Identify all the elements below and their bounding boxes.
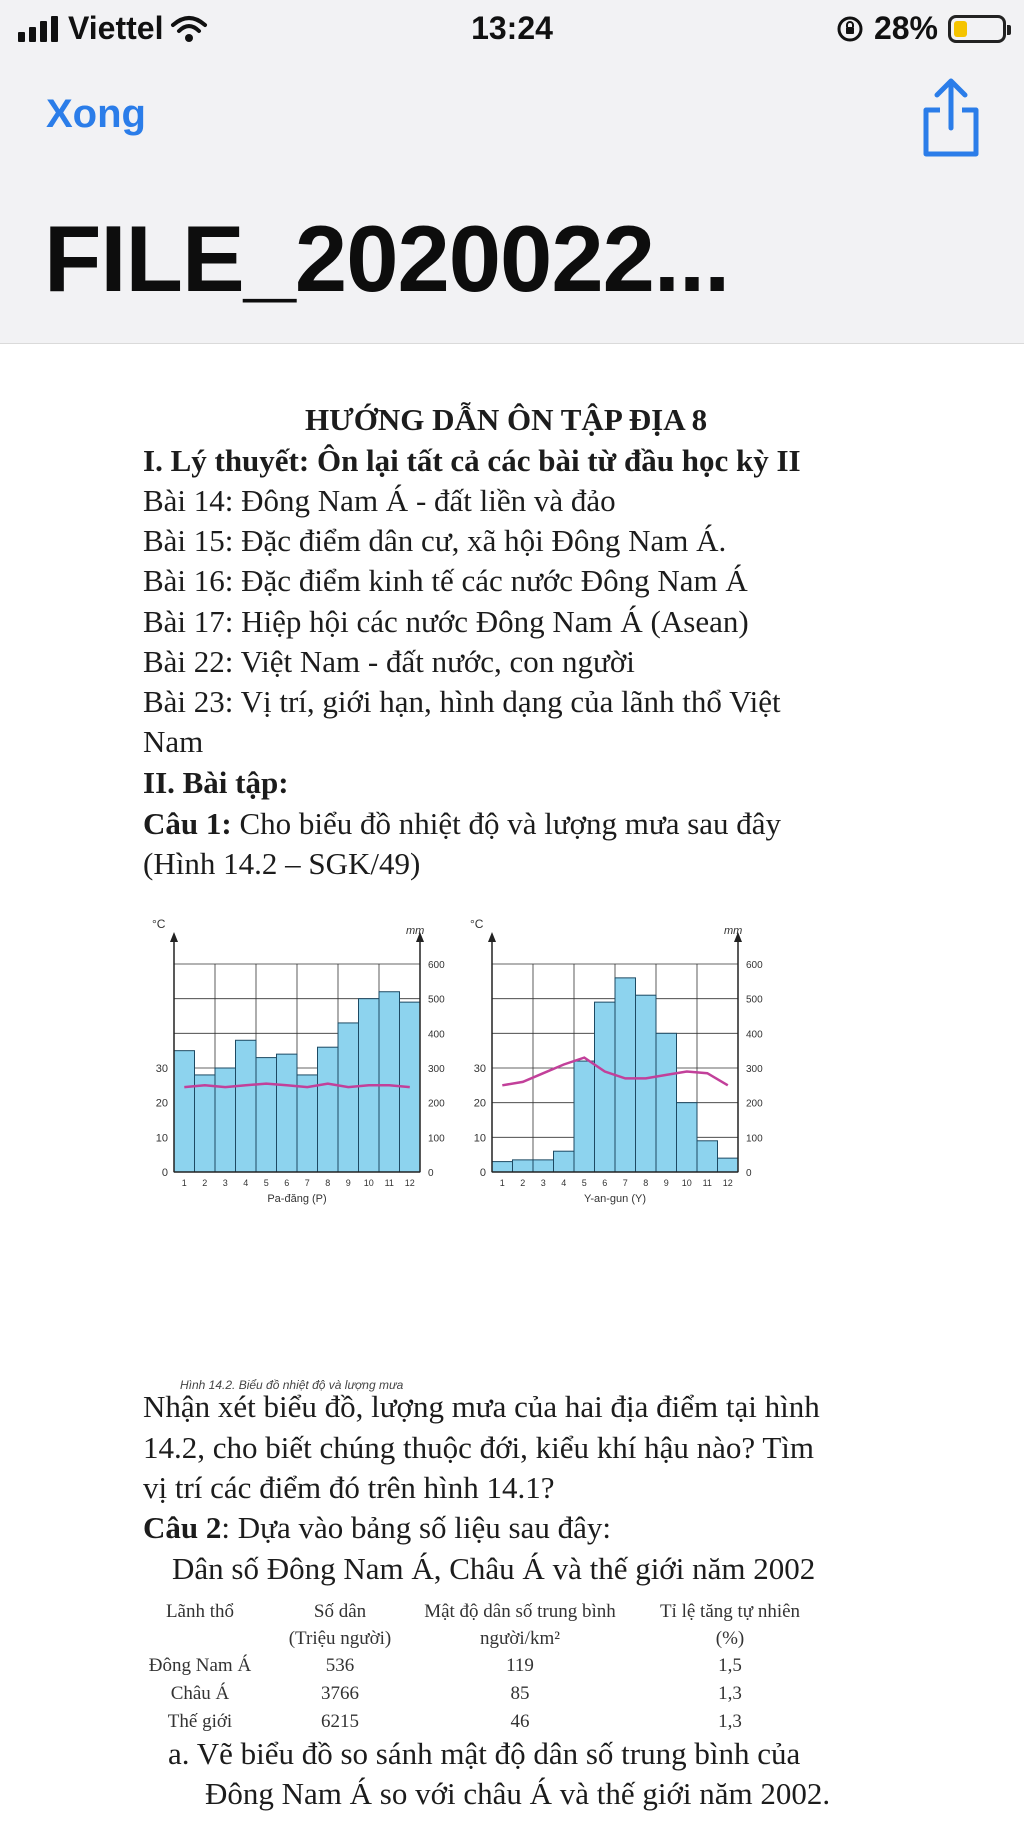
question-1-ref: (Hình 14.2 – SGK/49) — [143, 846, 421, 881]
lesson-item: Bài 15: Đặc điểm dân cư, xã hội Đông Nam Á. — [143, 523, 727, 558]
table-cell: 3766 — [321, 1683, 359, 1704]
table-cell: 6215 — [321, 1711, 359, 1732]
month-tick-label: 11 — [702, 1178, 712, 1188]
battery-icon — [948, 15, 1006, 43]
table-unit-cell: (%) — [715, 1628, 745, 1649]
doc-heading: HƯỚNG DẪN ÔN TẬP ĐỊA 8 — [305, 402, 708, 437]
month-tick-label: 3 — [540, 1178, 546, 1188]
question-2-text: : Dựa vào bảng số liệu sau đây: — [221, 1510, 611, 1545]
chart-yangon — [470, 917, 763, 1205]
table-cell: Châu Á — [170, 1683, 230, 1704]
month-tick-label: 2 — [202, 1178, 208, 1188]
climate-charts-figure — [140, 912, 763, 1360]
right-tick-label: 200 — [746, 1098, 763, 1110]
rainfall-bar — [195, 1075, 216, 1172]
left-tick-label: 20 — [155, 1097, 168, 1110]
share-button[interactable] — [918, 76, 984, 158]
rainfall-bar — [697, 1141, 718, 1172]
month-tick-label: 5 — [263, 1178, 269, 1188]
table-header-cell: Số dân — [313, 1601, 367, 1622]
status-time: 13:24 — [471, 10, 553, 46]
table-unit-cell: (Triệu người) — [288, 1628, 392, 1649]
question-2 — [143, 1508, 611, 1547]
month-tick-label: 2 — [520, 1178, 526, 1188]
month-tick-label: 10 — [363, 1178, 374, 1188]
rainfall-bar — [574, 1061, 595, 1172]
rainfall-bar — [533, 1160, 554, 1172]
question-2a-line: Đông Nam Á so với châu Á và thế giới năm 2002. — [205, 1776, 831, 1811]
question-2a-label: a. — [168, 1736, 190, 1771]
right-axis-unit-label: mm — [724, 925, 743, 937]
month-tick-label: 8 — [325, 1178, 331, 1188]
month-tick-label: 6 — [284, 1178, 290, 1188]
table-header-cell: Tỉ lệ tăng tự nhiên — [659, 1601, 801, 1622]
question-1-label: Câu 1: — [143, 806, 232, 841]
left-tick-label: 10 — [155, 1132, 168, 1145]
carrier-name: Viettel — [68, 10, 164, 46]
battery-percent: 28% — [873, 10, 938, 46]
status-bar — [0, 0, 1024, 60]
table-header-cell: Lãnh thổ — [165, 1601, 235, 1622]
month-tick-label: 7 — [622, 1178, 628, 1188]
month-tick-label: 1 — [499, 1178, 505, 1188]
right-tick-label: 300 — [428, 1064, 445, 1075]
right-tick-label: 0 — [428, 1168, 434, 1179]
file-title: FILE_2020022... — [44, 206, 730, 311]
question-1-task-line: Nhận xét biểu đồ, lượng mưa của hai địa điểm tại hình — [143, 1389, 820, 1424]
lesson-item: Bài 16: Đặc điểm kinh tế các nước Đông Nam Á — [143, 563, 748, 598]
month-tick-label: 4 — [561, 1178, 567, 1188]
table-cell: 85 — [510, 1683, 530, 1704]
table-title: Dân số Đông Nam Á, Châu Á và thế giới năm 2002 — [172, 1551, 816, 1586]
left-tick-label: 10 — [473, 1132, 486, 1145]
month-tick-label: 12 — [404, 1178, 415, 1188]
month-tick-label: 8 — [643, 1178, 649, 1188]
right-tick-label: 300 — [746, 1064, 763, 1075]
right-tick-label: 100 — [428, 1133, 445, 1145]
rainfall-bar — [718, 1158, 739, 1172]
month-tick-label: 9 — [663, 1178, 669, 1188]
status-right — [836, 10, 1006, 47]
month-tick-label: 12 — [722, 1178, 733, 1188]
right-tick-label: 200 — [428, 1098, 445, 1110]
station-label: Y-an-gun (Y) — [584, 1193, 646, 1205]
left-tick-label: 0 — [161, 1167, 168, 1179]
rainfall-bar — [656, 1033, 677, 1172]
table-cell: 1,3 — [718, 1683, 742, 1704]
figure-caption: Hình 14.2. Biểu đồ nhiệt độ và lượng mưa — [180, 1378, 404, 1392]
rainfall-bar — [256, 1058, 277, 1172]
lesson-item: Bài 14: Đông Nam Á - đất liền và đảo — [143, 483, 616, 518]
right-tick-label: 500 — [746, 994, 763, 1006]
rainfall-bar — [513, 1160, 534, 1172]
left-tick-label: 30 — [155, 1063, 168, 1075]
question-1-task-line: 14.2, cho biết chúng thuộc đới, kiểu khí hậu nào? Tìm — [143, 1430, 814, 1465]
rainfall-bar — [215, 1068, 236, 1172]
rainfall-bar — [379, 992, 400, 1172]
right-axis-unit-label: mm — [406, 925, 425, 937]
right-tick-label: 400 — [428, 1029, 445, 1041]
month-tick-label: 9 — [345, 1178, 351, 1188]
question-2a-line: Vẽ biểu đồ so sánh mật độ dân số trung bình của — [196, 1736, 801, 1771]
question-2-label: Câu 2 — [143, 1510, 222, 1545]
month-tick-label: 10 — [681, 1178, 692, 1188]
right-tick-label: 0 — [746, 1168, 752, 1179]
right-tick-label: 500 — [428, 994, 445, 1006]
month-tick-label: 7 — [304, 1178, 310, 1188]
left-tick-label: 30 — [473, 1063, 486, 1075]
month-tick-label: 5 — [581, 1178, 587, 1188]
document-page[interactable] — [0, 344, 1024, 1827]
right-tick-label: 100 — [746, 1133, 763, 1145]
rainfall-bar — [677, 1103, 698, 1172]
quicklook-header — [0, 0, 1024, 344]
lesson-item: Bài 17: Hiệp hội các nước Đông Nam Á (Asean) — [143, 604, 749, 639]
right-tick-label: 600 — [428, 960, 445, 971]
left-axis-unit-label: °C — [470, 917, 484, 931]
station-label: Pa-đăng (P) — [267, 1193, 327, 1205]
table-cell: 1,3 — [718, 1711, 742, 1732]
rainfall-bar — [636, 995, 657, 1172]
rainfall-bar — [492, 1162, 513, 1172]
month-tick-label: 4 — [243, 1178, 249, 1188]
rainfall-bar — [595, 1002, 616, 1172]
rainfall-bar — [297, 1075, 318, 1172]
question-1 — [143, 804, 781, 843]
month-tick-label: 3 — [222, 1178, 228, 1188]
battery-level — [954, 21, 967, 37]
table-cell: 536 — [325, 1655, 355, 1676]
rainfall-bar — [318, 1047, 339, 1172]
right-tick-label: 600 — [746, 960, 763, 971]
left-tick-label: 20 — [473, 1097, 486, 1110]
orientation-lock-icon — [836, 15, 864, 43]
table-cell: Đông Nam Á — [148, 1655, 252, 1676]
rainfall-bar — [277, 1054, 298, 1172]
question-1-text: Cho biểu đồ nhiệt độ và lượng mưa sau đây — [231, 806, 782, 841]
done-button[interactable]: Xong — [46, 92, 146, 136]
question-2a — [168, 1734, 800, 1773]
left-axis-arrow — [488, 932, 496, 942]
left-axis-unit-label: °C — [152, 917, 166, 931]
table-cell: 1,5 — [718, 1655, 742, 1676]
table-header-cell: Mật độ dân số trung bình — [424, 1601, 616, 1622]
month-tick-label: 6 — [602, 1178, 608, 1188]
section-exercise-title: II. Bài tập: — [143, 765, 289, 800]
table-unit-cell: người/km² — [480, 1628, 560, 1649]
section-theory-title: I. Lý thuyết: Ôn lại tất cả các bài từ đầu học kỳ II — [143, 443, 801, 478]
lesson-item: Nam — [143, 724, 204, 759]
rainfall-bar — [338, 1023, 359, 1172]
table-cell: 119 — [506, 1655, 534, 1676]
share-icon — [918, 76, 984, 158]
right-tick-label: 400 — [746, 1029, 763, 1041]
table-cell: Thế giới — [167, 1711, 233, 1732]
month-tick-label: 1 — [181, 1178, 187, 1188]
left-axis-arrow — [170, 932, 178, 942]
rainfall-bar — [236, 1040, 257, 1172]
lesson-item: Bài 22: Việt Nam - đất nước, con người — [143, 644, 635, 679]
table-cell: 46 — [510, 1711, 530, 1732]
left-tick-label: 0 — [479, 1167, 486, 1179]
question-1-task-line: vị trí các điểm đó trên hình 14.1? — [143, 1470, 555, 1505]
chart-pa-dang — [152, 917, 445, 1205]
rainfall-bar — [554, 1151, 575, 1172]
lesson-item: Bài 23: Vị trí, giới hạn, hình dạng của lãnh thổ Việt — [143, 684, 781, 719]
rainfall-bar — [174, 1051, 195, 1172]
month-tick-label: 11 — [384, 1178, 394, 1188]
